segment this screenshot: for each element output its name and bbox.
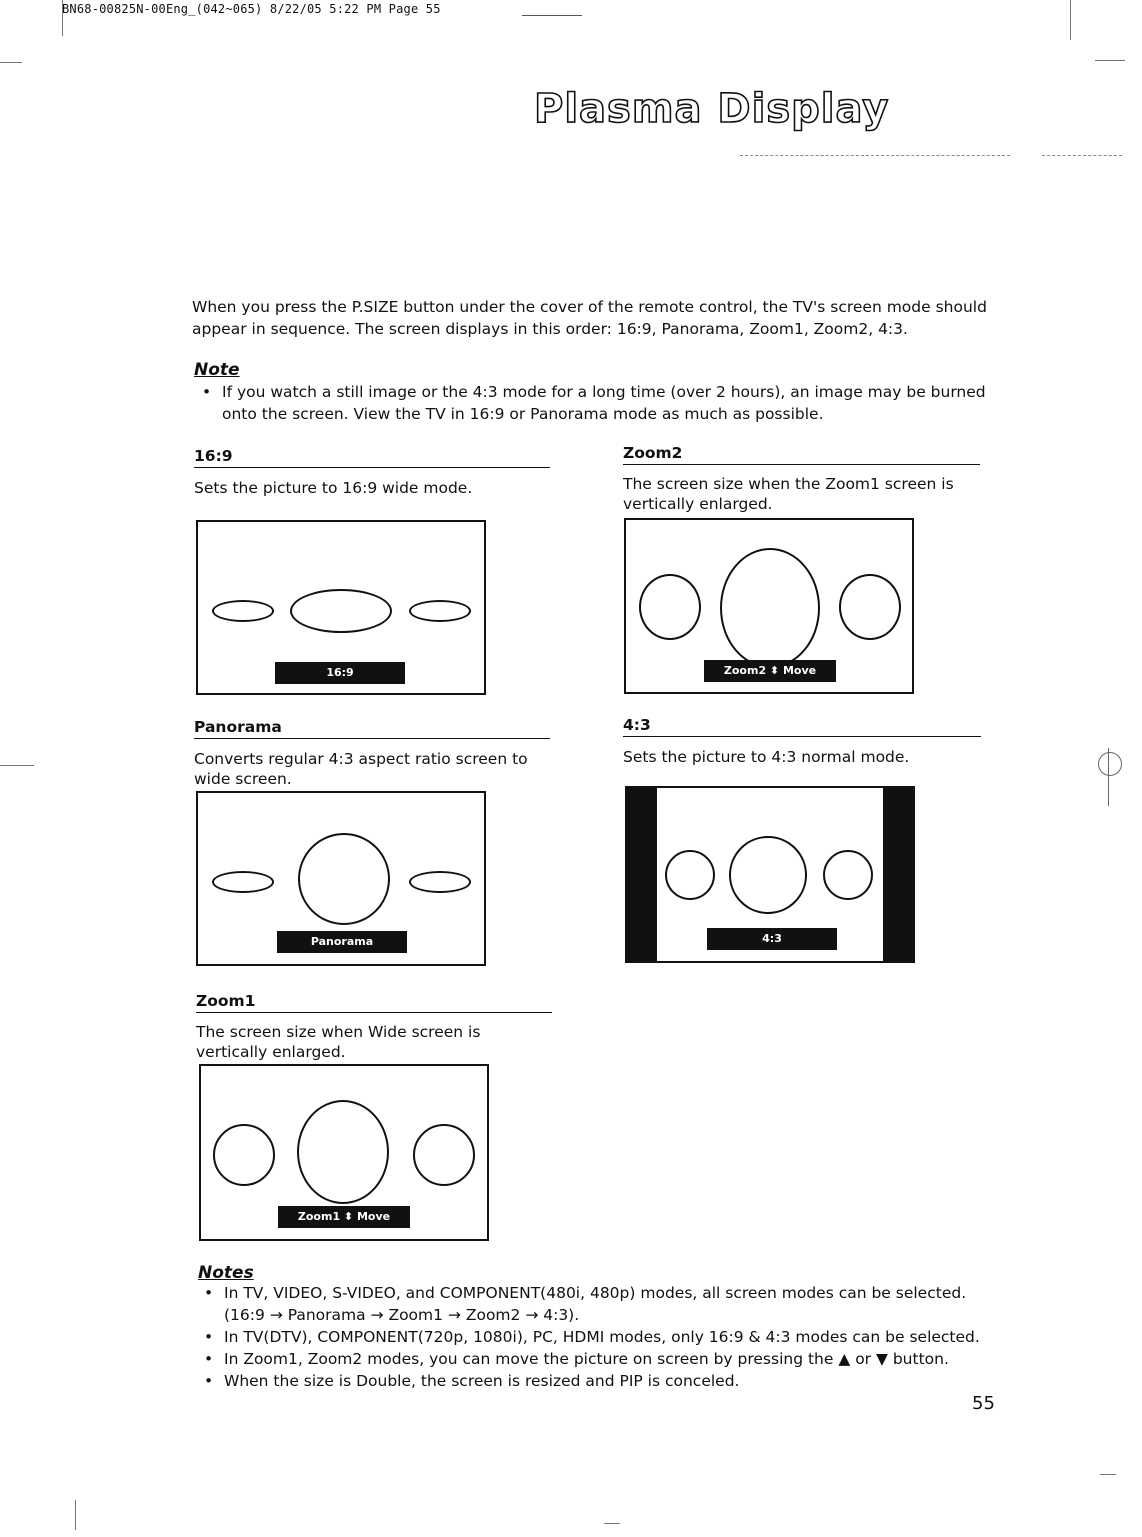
- section-heading-4-3: 4:3: [623, 716, 981, 737]
- circle-shape: [823, 850, 873, 900]
- circle-shape: [720, 548, 820, 668]
- circle-shape: [298, 833, 390, 925]
- notes-line: (16:9 → Panorama → Zoom1 → Zoom2 → 4:3).: [224, 1306, 580, 1324]
- page-number: 55: [972, 1393, 995, 1414]
- ellipse-shape: [212, 871, 274, 893]
- section-desc: vertically enlarged.: [623, 495, 773, 513]
- notes-item: [198, 1282, 1028, 1326]
- notes-item: • In Zoom1, Zoom2 modes, you can move the picture on screen by pressing the ▲ or ▼ button.: [198, 1348, 1028, 1370]
- ellipse-shape: [409, 600, 471, 622]
- screen-diagram-16-9: [196, 520, 486, 695]
- note-line: • If you watch a still image or the 4:3 mode for a long time (over 2 hours), an image may be burned: [222, 383, 986, 401]
- notes-item: • When the size is Double, the screen is resized and PIP is conceled.: [198, 1370, 1028, 1392]
- crop-mark: [75, 1500, 77, 1530]
- section-desc: The screen size when the Zoom1 screen is: [623, 475, 954, 493]
- header-underline: [522, 15, 582, 16]
- osd-label: 4:3: [707, 928, 837, 950]
- section-heading-zoom1: Zoom1: [196, 992, 552, 1013]
- notes-list: [198, 1282, 1028, 1392]
- section-desc: wide screen.: [194, 770, 292, 788]
- screen-diagram-panorama: [196, 791, 486, 966]
- circle-shape: [297, 1100, 389, 1204]
- crop-mark: [1108, 748, 1110, 806]
- crop-mark: [1100, 1474, 1116, 1475]
- osd-label: Zoom2 ⬍ Move: [704, 660, 836, 682]
- circle-shape: [729, 836, 807, 914]
- notes-heading: Notes: [198, 1263, 254, 1283]
- crop-mark: [0, 765, 34, 766]
- section-desc: vertically enlarged.: [196, 1043, 346, 1061]
- note-item: [196, 381, 1022, 425]
- circle-shape: [665, 850, 715, 900]
- print-header: BN68-00825N-00Eng_(042~065) 8/22/05 5:22 PM Page 55: [62, 2, 441, 16]
- ellipse-shape: [290, 589, 392, 633]
- section-desc: The screen size when Wide screen is: [196, 1023, 481, 1041]
- screen-diagram-zoom2: [624, 518, 914, 694]
- osd-label: 16:9: [275, 662, 405, 684]
- registration-mark-icon: [1098, 752, 1122, 776]
- circle-shape: [639, 574, 701, 640]
- section-heading-zoom2: Zoom2: [623, 444, 980, 465]
- notes-item: • In TV(DTV), COMPONENT(720p, 1080i), PC, HDMI modes, only 16:9 & 4:3 modes can be selected.: [198, 1326, 1028, 1348]
- crop-mark: [1070, 0, 1072, 40]
- intro-line-1: When you press the P.SIZE button under the cover of the remote control, the TV's screen mode should: [192, 298, 987, 316]
- page-title: Plasma Display: [534, 86, 890, 132]
- crop-mark: [62, 0, 64, 36]
- section-heading-16-9: 16:9: [194, 447, 550, 468]
- note-line: onto the screen. View the TV in 16:9 or Panorama mode as much as possible.: [222, 405, 824, 423]
- screen-diagram-4-3: [625, 786, 915, 963]
- circle-shape: [213, 1124, 275, 1186]
- ellipse-shape: [212, 600, 274, 622]
- section-heading-panorama: Panorama: [194, 718, 550, 739]
- osd-label: Panorama: [277, 931, 407, 953]
- ellipse-shape: [409, 871, 471, 893]
- osd-label: Zoom1 ⬍ Move: [278, 1206, 410, 1228]
- section-desc: Sets the picture to 16:9 wide mode.: [194, 479, 473, 497]
- note-heading: Note: [194, 360, 240, 380]
- crop-mark: [604, 1523, 620, 1524]
- title-decoration: [1042, 155, 1122, 156]
- circle-shape: [839, 574, 901, 640]
- screen-diagram-zoom1: [199, 1064, 489, 1241]
- crop-mark: [1095, 60, 1125, 61]
- intro-line-2: appear in sequence. The screen displays in this order: 16:9, Panorama, Zoom1, Zoom2, 4:3.: [192, 320, 908, 338]
- circle-shape: [413, 1124, 475, 1186]
- section-desc: Converts regular 4:3 aspect ratio screen to: [194, 750, 528, 768]
- notes-line: • In TV, VIDEO, S-VIDEO, and COMPONENT(480i, 480p) modes, all screen modes can be selected.: [224, 1284, 967, 1302]
- crop-mark: [0, 62, 22, 63]
- title-decoration: [740, 155, 1010, 156]
- section-desc: Sets the picture to 4:3 normal mode.: [623, 748, 910, 766]
